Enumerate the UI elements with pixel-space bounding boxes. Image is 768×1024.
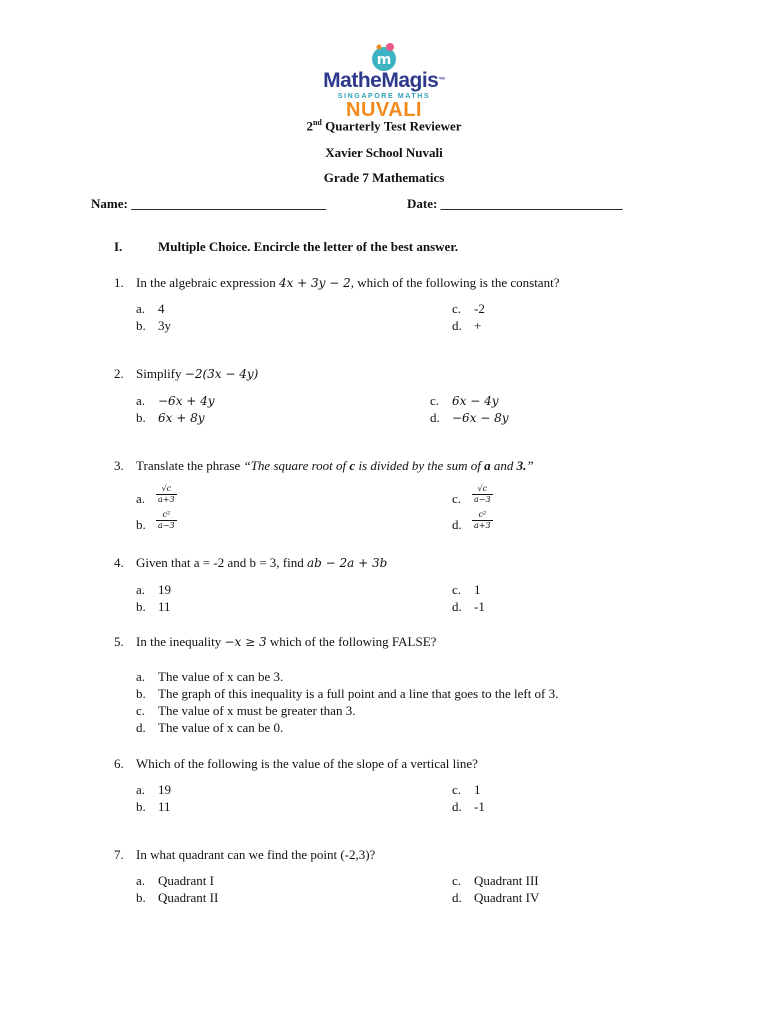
option-letter[interactable]: d.	[452, 890, 462, 905]
option-value: 6x + 8y	[158, 411, 205, 425]
logo-location: NUVALI	[346, 99, 422, 121]
question-text-before: Translate the phrase	[136, 458, 244, 473]
option-letter[interactable]: c.	[452, 873, 462, 888]
option-letter[interactable]: b.	[136, 799, 146, 814]
option-value: -2	[474, 301, 485, 316]
question-text: Which of the following is the value of the slope of a vertical line?	[136, 756, 478, 771]
school-name: Xavier School Nuvali	[325, 145, 443, 160]
phrase-part: “The square root of	[243, 458, 350, 473]
question-math: 4x + 3y − 2	[278, 276, 351, 290]
option-value: 1	[474, 582, 481, 597]
section-numeral: I.	[114, 239, 123, 254]
fraction-denominator: a−3	[474, 495, 491, 504]
option-letter[interactable]: c.	[136, 703, 146, 718]
option-letter[interactable]: d.	[452, 517, 462, 532]
question-text	[136, 458, 534, 474]
mathemagis-logo-icon	[369, 42, 399, 72]
fraction-numerator: √c	[156, 484, 177, 495]
fraction-numerator: √c	[472, 484, 493, 495]
fraction-denominator: a+3	[474, 521, 491, 530]
question-math: −x ≥ 3	[224, 635, 267, 649]
option-letter[interactable]: b.	[136, 890, 146, 905]
phrase-part: is divided by the sum of	[355, 458, 485, 473]
question-number: 2.	[114, 366, 124, 381]
option-value: The value of x can be 0.	[158, 720, 284, 735]
question-number: 4.	[114, 555, 124, 570]
option-value: 4	[158, 301, 165, 316]
option-value: The value of x must be greater than 3.	[158, 703, 356, 718]
option-letter[interactable]: a.	[136, 669, 146, 684]
logo-brand	[318, 70, 450, 92]
section-title: Multiple Choice. Encircle the letter of the best answer.	[158, 239, 459, 254]
option-letter[interactable]: a.	[136, 582, 146, 597]
option-letter[interactable]: d.	[452, 318, 462, 333]
name-field-label: Name: ______________________________	[91, 196, 327, 211]
subject-name: Grade 7 Mathematics	[323, 170, 445, 185]
phrase-number: 3.	[516, 458, 527, 473]
title-superscript: nd	[312, 118, 322, 127]
option-letter[interactable]: c.	[430, 393, 440, 408]
option-letter[interactable]: c.	[452, 582, 462, 597]
option-letter[interactable]: b.	[136, 410, 146, 425]
question-math: ab − 2a + 3b	[307, 556, 388, 570]
question-text-before: In the inequality	[136, 634, 225, 649]
question-math: −2(3x − 4y)	[184, 367, 259, 381]
logo-tagline: SINGAPORE MATHS	[337, 93, 431, 100]
option-value: The graph of this inequality is a full point and a line that goes to the left of 3.	[158, 686, 559, 701]
option-letter[interactable]: a.	[136, 393, 146, 408]
question-number: 3.	[114, 458, 124, 473]
option-letter[interactable]: d.	[136, 720, 146, 735]
option-letter[interactable]: d.	[452, 599, 462, 614]
option-value: -1	[474, 799, 485, 814]
question-text-before: In the algebraic expression	[136, 275, 279, 290]
question-number: 5.	[114, 634, 124, 649]
option-letter[interactable]: b.	[136, 686, 146, 701]
logo-brand-text: MatheMagis	[323, 69, 439, 92]
question-text	[136, 634, 436, 650]
option-value: Quadrant II	[158, 890, 219, 905]
option-value: 1	[474, 782, 481, 797]
option-value: Quadrant IV	[474, 890, 540, 905]
option-value: 6x − 4y	[452, 394, 499, 408]
question-text: In what quadrant can we find the point (-2,3)?	[136, 847, 376, 862]
option-letter[interactable]: b.	[136, 318, 146, 333]
option-letter[interactable]: b.	[136, 599, 146, 614]
option-letter[interactable]: d.	[430, 410, 440, 425]
option-letter[interactable]: b.	[136, 517, 146, 532]
title-ordinal: 2	[306, 118, 313, 134]
option-value: 11	[158, 599, 171, 614]
option-value: 19	[158, 782, 171, 797]
option-letter[interactable]: a.	[136, 491, 146, 506]
title-rest: Quarterly Test Reviewer	[321, 118, 462, 134]
question-text-after: , which of the following is the constant?	[350, 275, 560, 290]
option-letter[interactable]: c.	[452, 782, 462, 797]
phrase-part: and	[490, 458, 517, 473]
option-letter[interactable]: a.	[136, 301, 146, 316]
question-text-after: which of the following FALSE?	[266, 634, 437, 649]
fraction-denominator: a+3	[158, 495, 175, 504]
fraction-numerator: c²	[472, 510, 493, 521]
question-number: 7.	[114, 847, 124, 862]
option-letter[interactable]: a.	[136, 782, 146, 797]
option-fraction	[472, 484, 493, 505]
fraction-numerator: c²	[156, 510, 177, 521]
question-number: 1.	[114, 275, 124, 290]
date-field-label: Date: ____________________________	[407, 196, 623, 211]
question-text	[136, 366, 258, 382]
option-letter[interactable]: c.	[452, 491, 462, 506]
option-letter[interactable]: c.	[452, 301, 462, 316]
option-value: The value of x can be 3.	[158, 669, 284, 684]
option-value: Quadrant I	[158, 873, 214, 888]
question-text-before: Given that a = -2 and b = 3, find	[136, 555, 307, 570]
question-text	[136, 555, 387, 571]
option-letter[interactable]: a.	[136, 873, 146, 888]
option-fraction	[156, 484, 177, 505]
question-text	[136, 275, 559, 291]
phrase-end-quote: ”	[526, 458, 534, 473]
option-value: −6x − 8y	[452, 411, 509, 425]
mathemagis-logo	[318, 42, 450, 121]
option-fraction	[156, 510, 177, 531]
option-value: −6x + 4y	[158, 394, 215, 408]
logo-trademark: ™	[438, 77, 445, 84]
phrase-variable-c: c	[349, 458, 356, 473]
document-title	[0, 118, 768, 134]
logo-mark-letter: m	[376, 52, 392, 68]
option-value: 19	[158, 582, 171, 597]
option-value: 11	[158, 799, 171, 814]
option-value: -1	[474, 599, 485, 614]
option-value: Quadrant III	[474, 873, 539, 888]
option-value: +	[474, 318, 482, 333]
question-number: 6.	[114, 756, 124, 771]
fraction-denominator: a−3	[158, 521, 175, 530]
option-fraction	[472, 510, 493, 531]
option-letter[interactable]: d.	[452, 799, 462, 814]
phrase-variable-a: a	[484, 458, 491, 473]
question-text-before: Simplify	[136, 366, 185, 381]
option-value: 3y	[158, 318, 171, 333]
